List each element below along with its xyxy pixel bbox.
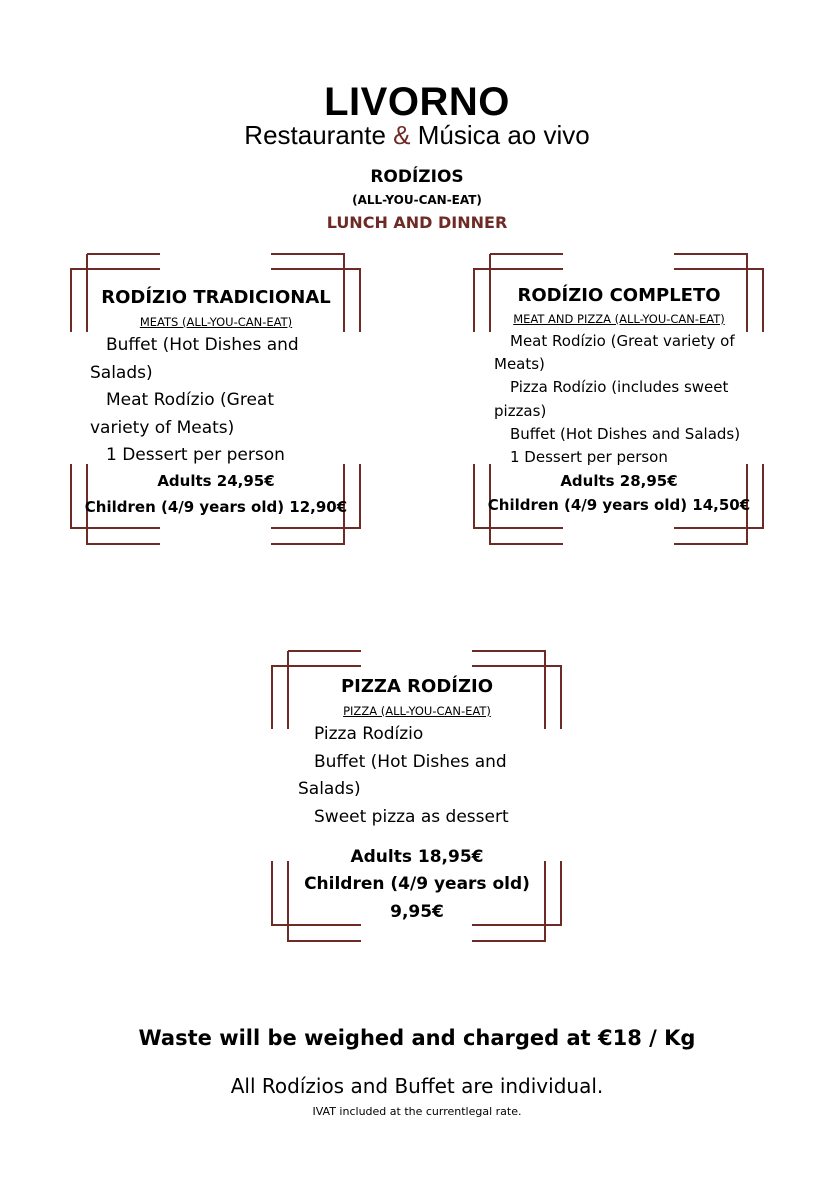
adults-price: Adults 24,95€ xyxy=(157,472,275,490)
children-price: Children (4/9 years old) 9,95€ xyxy=(304,874,530,922)
list-item: Sweet pizza as dessert xyxy=(314,806,509,827)
individual-notice: All Rodízios and Buffet are individual. xyxy=(230,1074,604,1098)
list-item: 1 Dessert per person xyxy=(106,445,285,466)
children-price: Children (4/9 years old) 14,50€ xyxy=(487,496,751,514)
box-subtitle: MEATS (ALL-YOU-CAN-EAT) xyxy=(139,315,293,329)
list-item: Meat Rodízio (Great variety of Meats) xyxy=(494,332,735,374)
box-subtitle: MEAT AND PIZZA (ALL-YOU-CAN-EAT) xyxy=(513,312,725,326)
list-item: Buffet (Hot Dishes and Salads) xyxy=(510,424,741,443)
list-item: Meat Rodízio (Great variety of Meats) xyxy=(90,390,274,438)
subtitle-part-a: Restaurante xyxy=(244,120,394,150)
box-rodizio-tradicional xyxy=(70,254,362,546)
list-item: 1 Dessert per person xyxy=(510,448,668,467)
waste-notice: Waste will be weighed and charged at €18 / Kg xyxy=(138,1026,696,1050)
box-subtitle: PIZZA (ALL-YOU-CAN-EAT) xyxy=(343,704,491,718)
lunch-dinner-label: LUNCH AND DINNER xyxy=(326,213,508,232)
box-title: RODÍZIO COMPLETO xyxy=(517,285,721,306)
box-items xyxy=(90,332,320,470)
box-pizza-rodizio xyxy=(271,651,563,943)
adults-price: Adults 28,95€ xyxy=(560,472,678,490)
subtitle-part-b: Música ao vivo xyxy=(410,120,590,150)
list-item: Pizza Rodízio (includes sweet pizzas) xyxy=(494,378,729,420)
box-rodizio-completo xyxy=(473,254,765,546)
adults-price: Adults 18,95€ xyxy=(350,847,484,867)
box-title: RODÍZIO TRADICIONAL xyxy=(101,287,331,308)
list-item: Pizza Rodízio xyxy=(314,724,424,744)
list-item: Buffet (Hot Dishes and Salads) xyxy=(298,751,507,800)
children-price: Children (4/9 years old) 12,90€ xyxy=(84,498,348,516)
box-items xyxy=(298,721,523,831)
list-item: Buffet (Hot Dishes and Salads) xyxy=(90,335,299,383)
subtitle-ampersand: & xyxy=(393,120,411,150)
all-you-can-eat-label: (ALL-YOU-CAN-EAT) xyxy=(352,193,482,207)
box-title: PIZZA RODÍZIO xyxy=(340,676,494,697)
box-items xyxy=(494,330,744,469)
vat-notice: IVAT included at the currentlegal rate. xyxy=(312,1105,522,1118)
restaurant-title: LIVORNO xyxy=(324,80,510,124)
restaurant-subtitle xyxy=(0,119,834,151)
rodizios-heading: RODÍZIOS xyxy=(370,167,464,187)
